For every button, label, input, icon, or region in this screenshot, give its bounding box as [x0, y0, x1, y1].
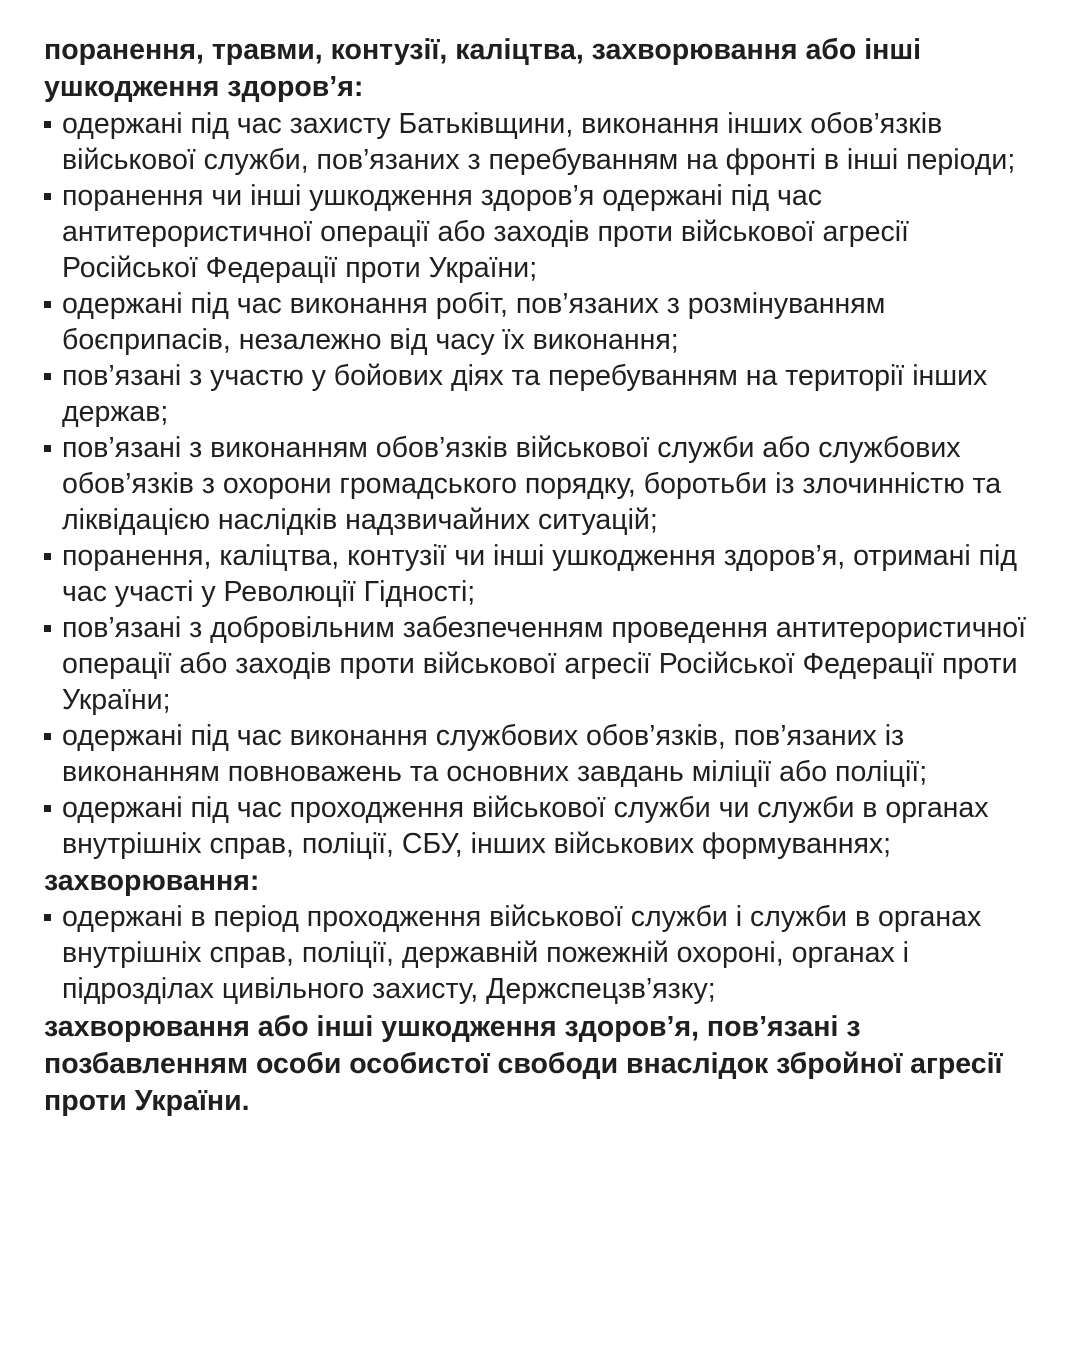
bullet-square-icon: [44, 553, 51, 560]
list-item: [44, 106, 1044, 178]
list-item: [44, 538, 1044, 610]
list-item-text: поранення чи інші ушкодження здоров’я одержані під час антитерористичної операції або заходів проти військової агресії Російської Федерації проти України;: [62, 180, 909, 284]
list-item-text: пов’язані з участю у бойових діях та перебуванням на території інших держав;: [62, 360, 988, 428]
bullet-square-icon: [44, 121, 51, 128]
list-item-text: одержані під час виконання службових обов’язків, пов’язаних із виконанням повноважень та основних завдань міліції або поліції;: [62, 720, 928, 788]
list-item-text: одержані під час захисту Батьківщини, виконання інших обов’язків військової служби, пов’язаних з перебуванням на фронті в інші періоди;: [62, 108, 1016, 176]
illness-list: [44, 899, 1044, 1007]
intro-heading: поранення, травми, контузії, каліцтва, захворювання або інші ушкодження здоров’я:: [44, 34, 922, 103]
list-item: [44, 286, 1044, 358]
bullet-square-icon: [44, 625, 51, 632]
bullet-square-icon: [44, 193, 51, 200]
list-item: [44, 430, 1044, 538]
list-item-text: пов’язані з виконанням обов’язків військової служби або службових обов’язків з охорони громадського порядку, боротьби із злочинністю та ліквідацією наслідків надзвичайних ситуацій;: [62, 432, 1002, 536]
bullet-square-icon: [44, 805, 51, 812]
bullet-square-icon: [44, 733, 51, 740]
list-item: [44, 718, 1044, 790]
list-item: [44, 790, 1044, 862]
bullet-square-icon: [44, 301, 51, 308]
list-item: [44, 358, 1044, 430]
bullet-square-icon: [44, 445, 51, 452]
list-item-text: одержані під час виконання робіт, пов’язаних з розмінуванням боєприпасів, незалежно від часу їх виконання;: [62, 288, 886, 356]
list-item-text: поранення, каліцтва, контузії чи інші ушкодження здоров’я, отримані під час участі у Революції Гідності;: [62, 540, 1017, 608]
list-item-text: одержані в період проходження військової служби і служби в органах внутрішніх справ, поліції, державній пожежній охороні, органах і підрозділах цивільного захисту, Держспецзв’язку;: [62, 901, 982, 1005]
list-item-text: пов’язані з добровільним забезпеченням проведення антитерористичної операції або заходів проти військової агресії Російської Федерації проти України;: [62, 612, 1027, 716]
illness-heading: захворювання:: [44, 865, 260, 897]
bullet-square-icon: [44, 373, 51, 380]
list-item: [44, 610, 1044, 718]
bullet-square-icon: [44, 914, 51, 921]
list-item: [44, 899, 1044, 1007]
list-item-text: одержані під час проходження військової служби чи служби в органах внутрішніх справ, поліції, СБУ, інших військових формуваннях;: [62, 792, 989, 860]
list-item: [44, 178, 1044, 286]
final-heading: захворювання або інші ушкодження здоров’я, пов’язані з позбавленням особи особистої свободи внаслідок збройної агресії проти України.: [44, 1011, 1003, 1117]
injury-list: [44, 106, 1044, 862]
